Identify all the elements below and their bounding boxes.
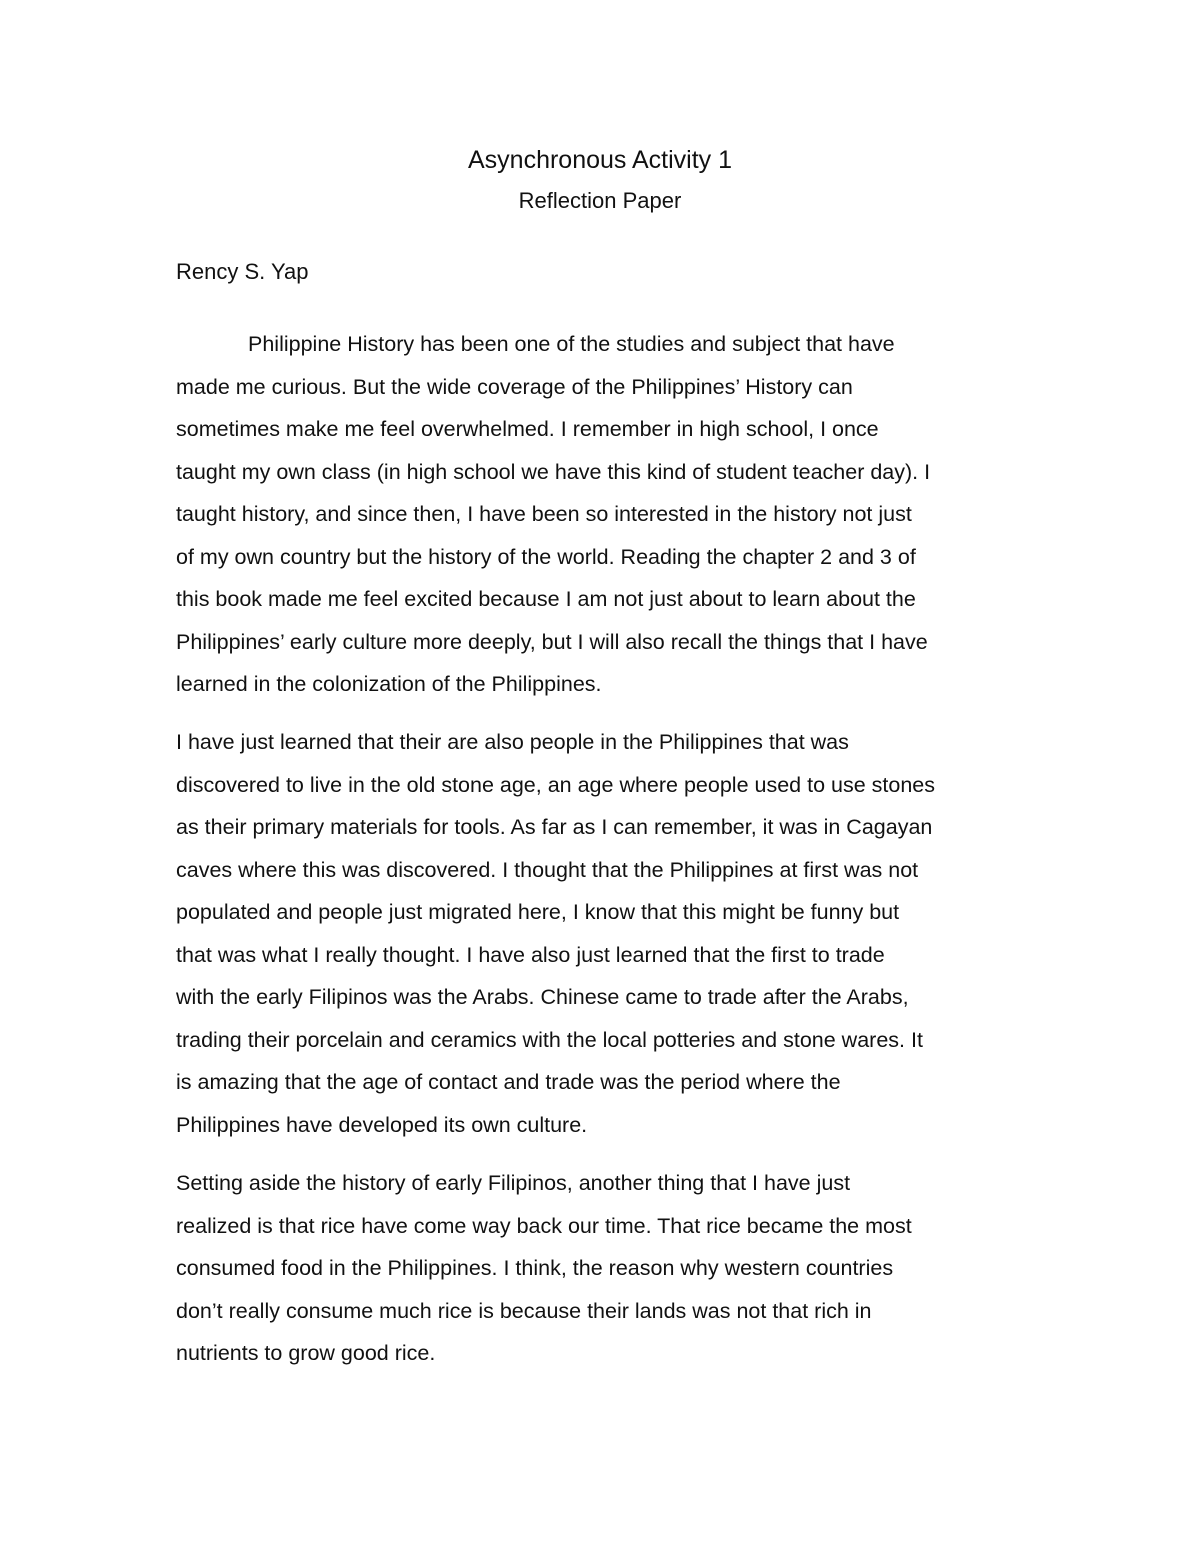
paragraph-line: taught my own class (in high school we have this kind of student teacher day). I (176, 459, 931, 484)
paragraph-line: with the early Filipinos was the Arabs. Chinese came to trade after the Arabs, (176, 985, 909, 1009)
document-title: Asynchronous Activity 1 (467, 146, 732, 174)
paragraph-line: consumed food in the Philippines. I think, the reason why western countries (176, 1256, 894, 1280)
paragraph-line: I have just learned that their are also people in the Philippines that was (176, 730, 849, 754)
paragraph-line: don’t really consume much rice is because their lands was not that rich in (176, 1298, 872, 1323)
paragraph-line: as their primary materials for tools. As far as I can remember, it was in Cagayan (176, 815, 933, 839)
document-subtitle: Reflection Paper (518, 188, 682, 213)
paragraph-line: is amazing that the age of contact and trade was the period where the (176, 1070, 841, 1094)
paragraph-line: learned in the colonization of the Philippines. (176, 672, 602, 696)
paragraph-line: Philippines have developed its own culture. (176, 1112, 588, 1137)
paragraph-line: this book made me feel excited because I am not just about to learn about the (176, 587, 916, 611)
paragraph-line: caves where this was discovered. I thought that the Philippines at first was not (176, 857, 919, 882)
paragraph-line: taught history, and since then, I have been so interested in the history not just (176, 502, 912, 526)
paragraph-line: made me curious. But the wide coverage of the Philippines’ History can (176, 374, 853, 399)
paragraph-line: discovered to live in the old stone age, an age where people used to use stones (176, 772, 935, 797)
paragraph-line: of my own country but the history of the world. Reading the chapter 2 and 3 of (176, 544, 916, 569)
paragraph-line: realized is that rice have come way back our time. That rice became the most (176, 1213, 912, 1238)
paragraph-line: Setting aside the history of early Filipinos, another thing that I have just (176, 1171, 851, 1195)
paragraph-3 (176, 1162, 1024, 1375)
paragraph-1 (176, 323, 1024, 706)
paragraph-2 (176, 721, 1024, 1146)
paragraph-line: sometimes make me feel overwhelmed. I remember in high school, I once (176, 417, 879, 441)
paragraph-line: populated and people just migrated here, I know that this might be funny but (176, 900, 900, 924)
paragraph-line: that was what I really thought. I have also just learned that the first to trade (176, 942, 885, 967)
author-name: Rency S. Yap (176, 259, 309, 284)
paragraph-line: Philippine History has been one of the studies and subject that have (248, 332, 895, 356)
paragraph-line: Philippines’ early culture more deeply, but I will also recall the things that I have (176, 629, 928, 654)
paragraph-line: trading their porcelain and ceramics with the local potteries and stone wares. It (176, 1027, 923, 1052)
paragraph-line: nutrients to grow good rice. (176, 1341, 436, 1365)
